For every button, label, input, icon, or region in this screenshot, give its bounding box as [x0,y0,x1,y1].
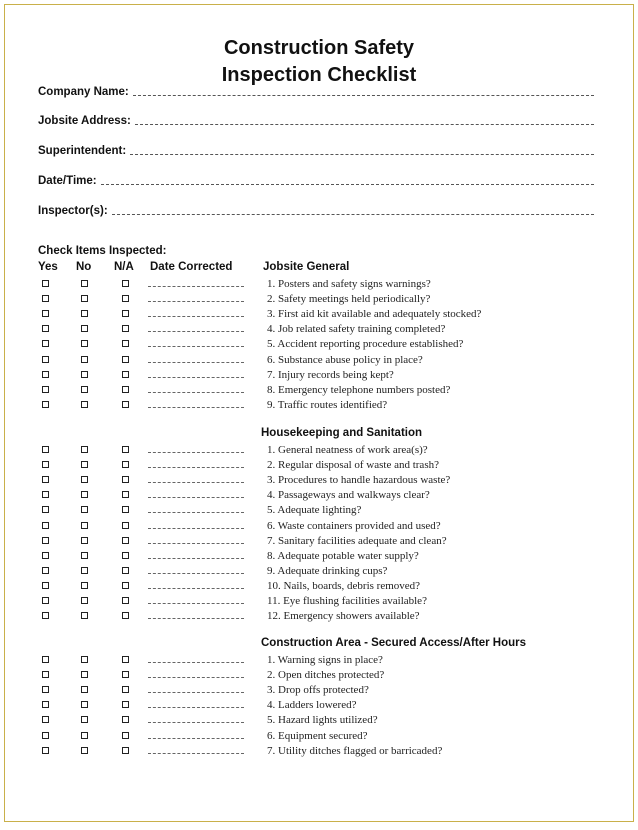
date-corrected-line[interactable] [148,377,244,378]
checklist-row [5,744,633,759]
date-corrected-line[interactable] [148,452,244,453]
na-checkbox[interactable] [122,597,129,604]
no-checkbox[interactable] [81,567,88,574]
checklist-item-text: 9. Traffic routes identified? [267,398,388,411]
yes-checkbox[interactable] [42,537,49,544]
na-checkbox[interactable] [122,612,129,619]
checklist-row [5,353,633,368]
company-name-label: Company Name: [38,86,129,98]
date-corrected-line[interactable] [148,588,244,589]
na-checkbox[interactable] [122,567,129,574]
na-checkbox[interactable] [122,401,129,408]
no-checkbox[interactable] [81,371,88,378]
yes-checkbox[interactable] [42,701,49,708]
checklist-item-text: 3. First aid kit available and adequately stocked? [267,308,482,321]
date-corrected-line[interactable] [148,331,244,332]
checklist-item-text: 7. Injury records being kept? [267,368,394,381]
na-checkbox[interactable] [122,280,129,287]
yes-checkbox[interactable] [42,491,49,498]
no-checkbox[interactable] [81,552,88,559]
yes-checkbox[interactable] [42,716,49,723]
checklist-item-text: 9. Adequate drinking cups? [267,564,388,577]
yes-checkbox[interactable] [42,356,49,363]
checklist-item-text: 1. Warning signs in place? [267,654,383,666]
no-checkbox[interactable] [81,280,88,287]
yes-checkbox[interactable] [42,747,49,754]
na-checkbox[interactable] [122,552,129,559]
checklist-item-text: 5. Accident reporting procedure established? [267,338,464,351]
date-corrected-line[interactable] [148,753,244,754]
yes-column-header: Yes [38,261,58,273]
checklist-item-text: 5. Adequate lighting? [267,504,362,517]
no-checkbox[interactable] [81,491,88,498]
checklist-item-text: 7. Utility ditches flagged or barricaded? [267,744,443,757]
yes-checkbox[interactable] [42,612,49,619]
yes-checkbox[interactable] [42,325,49,332]
no-checkbox[interactable] [81,506,88,513]
yes-checkbox[interactable] [42,582,49,589]
superintendent-field[interactable] [38,142,594,158]
checklist-item-text: 4. Ladders lowered? [267,699,357,712]
checklist-item-text: 2. Open ditches protected? [267,669,385,682]
na-checkbox[interactable] [122,701,129,708]
yes-checkbox[interactable] [42,401,49,408]
checklist-item-text: 12. Emergency showers available? [267,610,420,623]
checklist-item-text: 4. Passageways and walkways clear? [267,489,430,502]
date-corrected-line[interactable] [148,707,244,708]
no-checkbox[interactable] [81,701,88,708]
na-column-header: N/A [114,261,134,273]
yes-checkbox[interactable] [42,686,49,693]
yes-checkbox[interactable] [42,552,49,559]
checklist-row [5,383,633,398]
yes-checkbox[interactable] [42,567,49,574]
date-time-label: Date/Time: [38,175,97,187]
date-corrected-line[interactable] [148,512,244,513]
na-checkbox[interactable] [122,671,129,678]
title-line-1: Construction Safety [223,37,415,59]
na-checkbox[interactable] [122,491,129,498]
checklist-row [5,292,633,307]
yes-checkbox[interactable] [42,295,49,302]
checklist-item-text: 1. General neatness of work area(s)? [267,444,428,456]
superintendent-line[interactable] [130,154,594,155]
yes-checkbox[interactable] [42,280,49,287]
date-time-field[interactable] [38,172,594,188]
checklist-row [5,503,633,518]
check-items-label: Check Items Inspected: [38,245,167,257]
checklist-item-text: 8. Adequate potable water supply? [267,549,419,562]
checklist-item-text: 11. Eye flushing facilities available? [267,595,427,607]
date-corrected-line[interactable] [148,392,244,393]
checklist-row [5,534,633,549]
no-checkbox[interactable] [81,310,88,317]
no-checkbox[interactable] [81,386,88,393]
checklist-row [5,653,633,668]
na-checkbox[interactable] [122,656,129,663]
checklist-item-text: 7. Sanitary facilities adequate and clean? [267,534,447,547]
company-name-line[interactable] [133,95,594,96]
checklist-row [5,277,633,292]
yes-checkbox[interactable] [42,506,49,513]
date-corrected-line[interactable] [148,362,244,363]
yes-checkbox[interactable] [42,446,49,453]
yes-checkbox[interactable] [42,310,49,317]
na-checkbox[interactable] [122,356,129,363]
no-checkbox[interactable] [81,686,88,693]
na-checkbox[interactable] [122,325,129,332]
na-checkbox[interactable] [122,716,129,723]
no-checkbox[interactable] [81,446,88,453]
na-checkbox[interactable] [122,522,129,529]
no-checkbox[interactable] [81,356,88,363]
checklist-row [5,322,633,337]
yes-checkbox[interactable] [42,656,49,663]
yes-checkbox[interactable] [42,386,49,393]
na-checkbox[interactable] [122,310,129,317]
checklist-item-text: 4. Job related safety training completed? [267,323,446,336]
na-checkbox[interactable] [122,371,129,378]
date-time-line[interactable] [101,184,594,185]
checklist-item-text: 3. Procedures to handle hazardous waste? [267,474,451,487]
no-checkbox[interactable] [81,461,88,468]
date-corrected-line[interactable] [148,346,244,347]
date-corrected-line[interactable] [148,543,244,544]
section-title-jobsite-general: Jobsite General [263,261,350,273]
yes-checkbox[interactable] [42,732,49,739]
no-checkbox[interactable] [81,597,88,604]
na-checkbox[interactable] [122,340,129,347]
checklist-row [5,579,633,594]
checklist-row [5,594,633,609]
yes-checkbox[interactable] [42,671,49,678]
checklist-row [5,337,633,352]
checklist-row [5,398,633,413]
checklist-row [5,729,633,744]
checklist-item-text: 10. Nails, boards, debris removed? [267,579,421,592]
checklist-item-text: 6. Equipment secured? [267,729,368,742]
date-corrected-line[interactable] [148,677,244,678]
yes-checkbox[interactable] [42,461,49,468]
checklist-item-text: 2. Safety meetings held periodically? [267,293,431,306]
date-corrected-line[interactable] [148,618,244,619]
checklist-row [5,609,633,624]
checklist-item-text: 2. Regular disposal of waste and trash? [267,459,439,472]
na-checkbox[interactable] [122,446,129,453]
inspectors-field[interactable] [38,202,594,218]
jobsite-address-field[interactable] [38,112,594,128]
checklist-row [5,549,633,564]
yes-checkbox[interactable] [42,522,49,529]
na-checkbox[interactable] [122,686,129,693]
checklist-row [5,519,633,534]
checklist-row [5,473,633,488]
na-checkbox[interactable] [122,476,129,483]
date-corrected-line[interactable] [148,316,244,317]
date-corrected-line[interactable] [148,692,244,693]
date-corrected-line[interactable] [148,662,244,663]
no-checkbox[interactable] [81,522,88,529]
checklist-row [5,458,633,473]
date-corrected-line[interactable] [148,286,244,287]
date-corrected-line[interactable] [148,573,244,574]
na-checkbox[interactable] [122,732,129,739]
checklist-item-text: 8. Emergency telephone numbers posted? [267,383,451,396]
no-checkbox[interactable] [81,582,88,589]
checklist-item-text: 5. Hazard lights utilized? [267,714,378,727]
section-title-construction-area: Construction Area - Secured Access/After Hours [261,637,526,649]
section-title-housekeeping: Housekeeping and Sanitation [261,427,423,439]
checklist-item-text: 6. Waste containers provided and used? [267,519,441,532]
checklist-item-text: 3. Drop offs protected? [267,684,369,697]
no-checkbox[interactable] [81,656,88,663]
no-checkbox[interactable] [81,340,88,347]
no-checkbox[interactable] [81,612,88,619]
checklist-item-text: 1. Posters and safety signs warnings? [267,278,431,290]
date-corrected-line[interactable] [148,301,244,302]
yes-checkbox[interactable] [42,476,49,483]
na-checkbox[interactable] [122,506,129,513]
checklist-row [5,698,633,713]
yes-checkbox[interactable] [42,597,49,604]
date-corrected-line[interactable] [148,722,244,723]
na-checkbox[interactable] [122,747,129,754]
checklist-row [5,443,633,458]
no-checkbox[interactable] [81,325,88,332]
na-checkbox[interactable] [122,537,129,544]
checklist-page [4,4,634,822]
no-checkbox[interactable] [81,716,88,723]
checklist-item-text: 6. Substance abuse policy in place? [267,353,423,366]
title-line-2: Inspection Checklist [221,64,417,86]
date-corrected-column-header: Date Corrected [150,261,233,273]
na-checkbox[interactable] [122,582,129,589]
na-checkbox[interactable] [122,386,129,393]
date-corrected-line[interactable] [148,558,244,559]
no-checkbox[interactable] [81,537,88,544]
date-corrected-line[interactable] [148,603,244,604]
no-checkbox[interactable] [81,732,88,739]
company-name-field[interactable] [38,83,594,99]
checklist-row [5,713,633,728]
jobsite-address-label: Jobsite Address: [38,115,131,127]
date-corrected-line[interactable] [148,482,244,483]
no-checkbox[interactable] [81,295,88,302]
na-checkbox[interactable] [122,461,129,468]
date-corrected-line[interactable] [148,497,244,498]
na-checkbox[interactable] [122,295,129,302]
checklist-row [5,307,633,322]
checklist-row [5,488,633,503]
inspectors-line[interactable] [112,214,594,215]
checklist-row [5,368,633,383]
no-checkbox[interactable] [81,671,88,678]
superintendent-label: Superintendent: [38,145,127,157]
date-corrected-line[interactable] [148,738,244,739]
no-checkbox[interactable] [81,476,88,483]
jobsite-address-line[interactable] [135,124,594,125]
inspectors-label: Inspector(s): [38,205,108,217]
yes-checkbox[interactable] [42,340,49,347]
yes-checkbox[interactable] [42,371,49,378]
checklist-row [5,683,633,698]
checklist-row [5,564,633,579]
checklist-row [5,668,633,683]
no-checkbox[interactable] [81,747,88,754]
date-corrected-line[interactable] [148,467,244,468]
date-corrected-line[interactable] [148,528,244,529]
no-checkbox[interactable] [81,401,88,408]
no-column-header: No [76,261,92,273]
date-corrected-line[interactable] [148,407,244,408]
